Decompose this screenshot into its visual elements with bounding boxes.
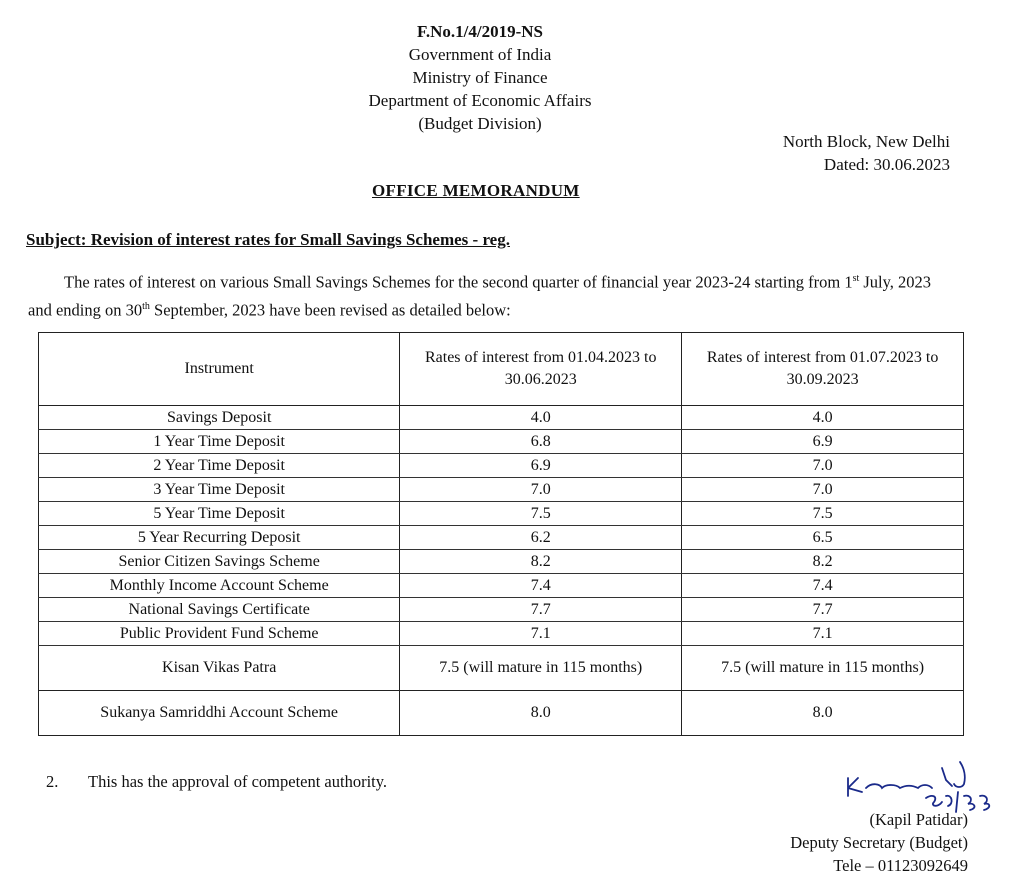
table-row [39,622,964,646]
signatory-name: (Kapil Patidar) [869,810,968,829]
rate-q1-cell: 6.2 [400,526,682,550]
rate-q2-cell: 7.0 [682,478,964,502]
subject-line: Subject: Revision of interest rates for Small Savings Schemes - reg. [26,230,510,249]
rate-q1-cell: 6.9 [400,454,682,478]
rate-q2-cell: 8.2 [682,550,964,574]
paragraph-sup1: st [852,273,860,284]
rate-q1-cell: 7.5 [400,502,682,526]
place-and-date [783,130,950,176]
paragraph-part3: September, 2023 have been revised as detailed below: [149,300,511,319]
rate-q2-cell: 6.5 [682,526,964,550]
table-row [39,454,964,478]
rate-q1-cell: 7.0 [400,478,682,502]
rate-q2-cell: 7.5 (will mature in 115 months) [682,646,964,691]
rate-q1-cell: 7.7 [400,598,682,622]
header-rate-q1: Rates of interest from 01.04.2023 to 30.06.2023 [400,333,682,406]
rate-q2-cell: 4.0 [682,406,964,430]
header-rate-q2: Rates of interest from 01.07.2023 to 30.09.2023 [682,333,964,406]
table-row [39,406,964,430]
rate-q1-cell: 6.8 [400,430,682,454]
rate-q2-cell: 7.0 [682,454,964,478]
header-line-ministry: Ministry of Finance [412,68,548,87]
document-date: Dated: 30.06.2023 [823,155,950,174]
header-line-division: (Budget Division) [418,114,542,133]
table-row [39,550,964,574]
rate-q1-cell: 8.2 [400,550,682,574]
intro-paragraph [28,267,958,322]
table-header-row [39,333,964,406]
rate-q1-cell: 8.0 [400,691,682,736]
table-row [39,502,964,526]
paragraph-part1: The rates of interest on various Small Savings Schemes for the second quarter of financial year 2023-24 starting from 1 [64,272,853,292]
table-row [39,646,964,691]
instrument-cell: 3 Year Time Deposit [39,478,400,502]
approval-number: 2. [46,772,59,791]
table-row [39,526,964,550]
header-instrument: Instrument [39,333,400,406]
paragraph-part2: July, 2023 and ending on 30 [28,272,932,319]
instrument-cell: 5 Year Time Deposit [39,502,400,526]
instrument-cell: Savings Deposit [39,406,400,430]
header-line-department: Department of Economic Affairs [368,91,592,110]
header-line-government: Government of India [408,45,552,64]
rate-q2-cell: 7.5 [682,502,964,526]
rate-q2-cell: 8.0 [682,691,964,736]
rate-q2-cell: 7.1 [682,622,964,646]
document-header [300,20,660,135]
rate-q1-cell: 4.0 [400,406,682,430]
instrument-cell: Senior Citizen Savings Scheme [39,550,400,574]
approval-paragraph [46,772,387,792]
instrument-cell: 2 Year Time Deposit [39,454,400,478]
instrument-cell: National Savings Certificate [39,598,400,622]
table-row [39,430,964,454]
signatory-telephone: Tele – 01123092649 [833,856,968,875]
signatory-block [790,808,968,877]
instrument-cell: Monthly Income Account Scheme [39,574,400,598]
instrument-cell: 1 Year Time Deposit [39,430,400,454]
memo-title: OFFICE MEMORANDUM [372,181,580,200]
paragraph-sup2: th [142,300,150,312]
table-row [39,574,964,598]
instrument-cell: 5 Year Recurring Deposit [39,526,400,550]
table-body [39,406,964,646]
rate-q1-cell: 7.5 (will mature in 115 months) [400,646,682,691]
table-row [39,598,964,622]
rate-q2-cell: 7.7 [682,598,964,622]
instrument-cell: Sukanya Samriddhi Account Scheme [39,691,400,736]
instrument-cell: Kisan Vikas Patra [39,646,400,691]
interest-rates-table [38,332,964,736]
place-location: North Block, New Delhi [782,132,950,151]
signatory-designation: Deputy Secretary (Budget) [790,833,968,852]
approval-text: This has the approval of competent authority. [88,772,388,791]
table-row [39,478,964,502]
table-row [39,691,964,736]
instrument-cell: Public Provident Fund Scheme [39,622,400,646]
rate-q2-cell: 6.9 [682,430,964,454]
table-body-tall [39,646,964,736]
rate-q1-cell: 7.1 [400,622,682,646]
file-number: F.No.1/4/2019-NS [417,22,543,41]
rate-q2-cell: 7.4 [682,574,964,598]
rate-q1-cell: 7.4 [400,574,682,598]
